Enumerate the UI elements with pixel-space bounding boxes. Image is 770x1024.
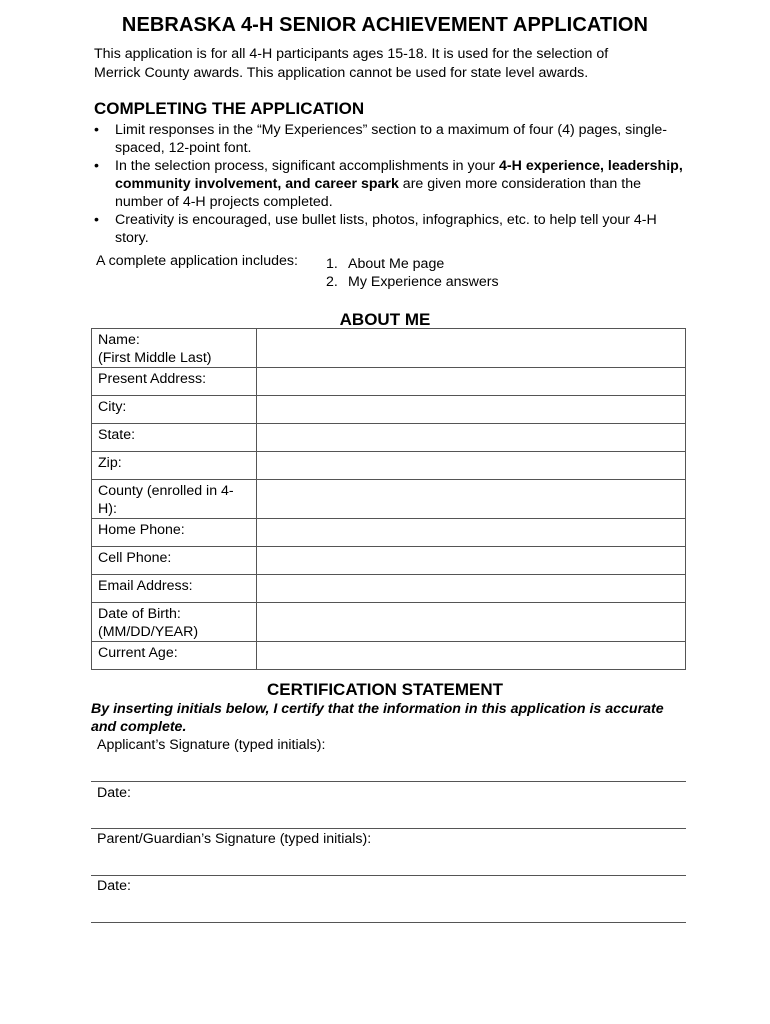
applicant-signature-field[interactable] [91,781,686,782]
bullet-icon: • [94,158,99,174]
field-input[interactable] [257,452,686,480]
certification-heading: CERTIFICATION STATEMENT [266,680,504,699]
about-me-row [92,424,686,452]
includes-item [326,255,499,273]
field-label: Current Age: [92,642,257,670]
field-input[interactable] [257,480,686,519]
field-label: Cell Phone: [92,547,257,575]
field-label: Present Address: [92,368,257,396]
about-me-row [92,368,686,396]
parent-signature-label: Parent/Guardian’s Signature (typed initials): [97,831,372,847]
about-me-heading: ABOUT ME [339,310,431,329]
field-label: Name: (First Middle Last) [92,329,257,368]
applicant-date-field[interactable] [91,828,686,829]
field-input[interactable] [257,603,686,642]
applicant-date-label: Date: [97,785,131,801]
includes-number: 2. [326,274,338,290]
about-me-row [92,519,686,547]
about-me-row [92,480,686,519]
field-input[interactable] [257,329,686,368]
certification-statement: By inserting initials below, I certify that the information in this application is accurate and complete. [91,701,664,735]
includes-text: My Experience answers [348,274,499,290]
field-label: Home Phone: [92,519,257,547]
instruction-text-post: are given more consideration than the number of 4-H projects completed. [115,176,641,210]
parent-date-label: Date: [97,878,131,894]
applicant-signature-label: Applicant’s Signature (typed initials): [97,737,326,753]
instruction-text-pre: In the selection process, significant accomplishments in your [115,158,500,174]
parent-date-field[interactable] [91,922,686,923]
about-me-table [91,328,686,670]
completing-heading: COMPLETING THE APPLICATION [94,99,365,118]
field-input[interactable] [257,642,686,670]
intro-line-1: This application is for all 4-H participants ages 15-18. It is used for the selection of [94,46,609,62]
instruction-item [94,211,684,247]
instruction-text-bold: 4-H experience, leadership, community involvement, and career spark [115,158,683,192]
field-input[interactable] [257,424,686,452]
field-input[interactable] [257,575,686,603]
includes-list [326,255,499,291]
instruction-text: Creativity is encouraged, use bullet lists, photos, infographics, etc. to help tell your 4-H story. [115,212,657,246]
about-me-row [92,396,686,424]
page-title: NEBRASKA 4-H SENIOR ACHIEVEMENT APPLICATION [121,14,649,36]
includes-number: 1. [326,256,338,272]
field-input[interactable] [257,547,686,575]
includes-text: About Me page [348,256,445,272]
instruction-item [94,121,684,157]
field-label: Email Address: [92,575,257,603]
intro-line-2: Merrick County awards. This application cannot be used for state level awards. [94,65,589,81]
about-me-row [92,603,686,642]
about-me-row [92,575,686,603]
about-me-row [92,642,686,670]
field-label: County (enrolled in 4- H): [92,480,257,519]
instructions-list [94,121,684,247]
bullet-icon: • [94,212,99,228]
about-me-row [92,452,686,480]
field-label: City: [92,396,257,424]
field-label: State: [92,424,257,452]
intro-text [94,45,694,83]
about-me-row [92,329,686,368]
field-input[interactable] [257,368,686,396]
instruction-text: Limit responses in the “My Experiences” section to a maximum of four (4) pages, single-spaced, 12-point font. [115,122,667,156]
parent-signature-field[interactable] [91,875,686,876]
field-input[interactable] [257,396,686,424]
about-me-row [92,547,686,575]
instruction-item [94,157,684,211]
field-input[interactable] [257,519,686,547]
includes-item [326,273,499,291]
bullet-icon: • [94,122,99,138]
field-label: Zip: [92,452,257,480]
includes-label: A complete application includes: [96,253,298,269]
field-label: Date of Birth: (MM/DD/YEAR) [92,603,257,642]
